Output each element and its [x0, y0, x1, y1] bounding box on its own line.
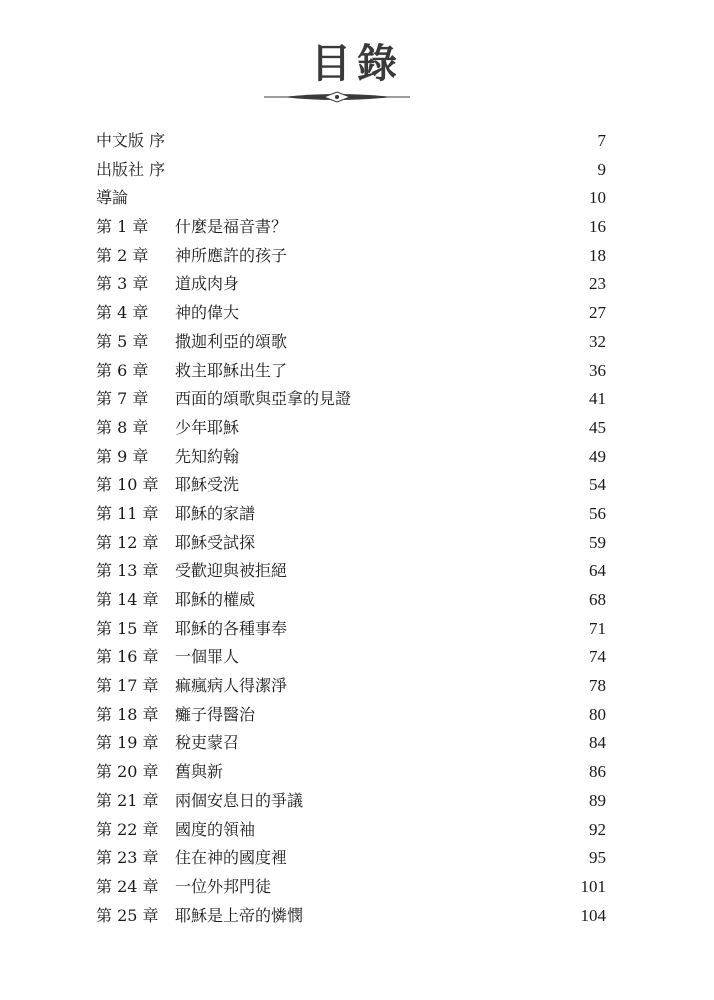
toc-entry[interactable] [96, 443, 606, 472]
toc-page-number: 41 [589, 389, 606, 409]
toc-chapter-label: 第 12 章 [96, 532, 159, 552]
toc-chapter-label: 中文版 序 [96, 131, 166, 150]
toc-chapter-title: 一個罪人 [175, 647, 240, 667]
toc-entry[interactable] [96, 586, 606, 615]
toc-chapter-label: 第 10 章 [96, 475, 159, 495]
toc-entry[interactable] [96, 643, 606, 672]
toc-chapter-title: 什麼是福音書？ [175, 217, 288, 237]
toc-chapter-label: 第 13 章 [96, 561, 159, 581]
toc-chapter-title: 癱子得醫治 [175, 704, 256, 724]
toc-page-number: 84 [589, 733, 606, 753]
toc-page-number: 23 [589, 274, 606, 294]
toc-page-number: 80 [589, 704, 606, 724]
toc-page-number: 59 [589, 532, 606, 552]
toc-chapter-label: 第 25 章 [96, 905, 159, 925]
toc-chapter-title: 西面的頌歌與亞拿的見證 [175, 389, 352, 409]
toc-entry[interactable] [96, 270, 606, 299]
toc-page-number: 71 [589, 618, 606, 638]
toc-page-number: 27 [589, 303, 606, 323]
toc-chapter-title: 救主耶穌出生了 [175, 360, 288, 380]
toc-entry[interactable] [96, 127, 606, 156]
toc-chapter-title: 耶穌受試探 [175, 532, 256, 552]
toc-page-number: 32 [589, 331, 606, 351]
toc-page-number: 95 [589, 848, 606, 868]
toc-entry[interactable] [96, 787, 606, 816]
toc-entry[interactable] [96, 414, 606, 443]
toc-chapter-label: 第 5 章 [96, 331, 149, 351]
toc-page-number: 16 [589, 217, 606, 237]
toc-page-number: 9 [597, 159, 606, 179]
toc-entry[interactable] [96, 902, 606, 931]
toc-chapter-title: 耶穌的權威 [175, 590, 256, 609]
toc-chapter-title: 稅吏蒙召 [175, 733, 240, 753]
toc-chapter-label: 第 19 章 [96, 733, 159, 753]
toc-page-number: 18 [589, 245, 606, 265]
toc-chapter-title: 國度的領袖 [175, 819, 256, 839]
toc-page-number: 68 [589, 590, 606, 609]
toc-page-number: 36 [589, 360, 606, 380]
toc-page-number: 86 [589, 762, 606, 782]
toc-page-number: 10 [589, 188, 606, 208]
toc-entry[interactable] [96, 357, 606, 386]
toc-entry[interactable] [96, 242, 606, 271]
toc-page-number: 74 [589, 647, 606, 667]
toc-entry[interactable] [96, 156, 606, 185]
toc-chapter-label: 第 21 章 [96, 790, 159, 810]
toc-chapter-label: 第 3 章 [96, 274, 149, 294]
title-ornament-divider [262, 90, 412, 104]
toc-page-number: 56 [589, 503, 606, 523]
toc-page-number: 64 [589, 561, 606, 581]
toc-chapter-title: 住在神的國度裡 [175, 848, 288, 868]
toc-chapter-title: 道成肉身 [175, 274, 240, 294]
toc-entry[interactable] [96, 328, 606, 357]
toc-chapter-title: 先知約翰 [175, 446, 240, 466]
toc-chapter-label: 第 8 章 [96, 417, 149, 437]
toc-page-number: 104 [580, 905, 606, 925]
toc-entry[interactable] [96, 385, 606, 414]
toc-chapter-title: 舊與新 [175, 762, 224, 782]
toc-chapter-title: 一位外邦門徒 [175, 876, 272, 896]
toc-entry[interactable] [96, 184, 606, 213]
toc-page-number: 78 [589, 676, 606, 696]
toc-entry[interactable] [96, 615, 606, 644]
toc-page-number: 92 [589, 819, 606, 839]
toc-chapter-label: 第 17 章 [96, 676, 159, 696]
toc-chapter-label: 導論 [96, 188, 129, 208]
toc-chapter-label: 第 20 章 [96, 762, 159, 782]
toc-chapter-label: 第 22 章 [96, 819, 159, 839]
toc-entry[interactable] [96, 729, 606, 758]
toc-page-number: 45 [589, 417, 606, 437]
toc-chapter-label: 第 9 章 [96, 446, 149, 466]
toc-chapter-label: 第 6 章 [96, 360, 149, 380]
toc-chapter-label: 第 7 章 [96, 389, 149, 409]
toc-chapter-title: 撒迦利亞的頌歌 [175, 331, 288, 351]
toc-chapter-title: 耶穌的各種事奉 [175, 618, 288, 638]
toc-entry[interactable] [96, 500, 606, 529]
toc-page-number: 49 [589, 446, 606, 466]
toc-chapter-label: 第 1 章 [96, 217, 149, 237]
toc-page-number: 89 [589, 790, 606, 810]
toc-chapter-label: 出版社 序 [96, 159, 166, 179]
toc-entry[interactable] [96, 672, 606, 701]
toc-chapter-label: 第 16 章 [96, 647, 159, 667]
toc-chapter-title: 少年耶穌 [175, 417, 240, 437]
toc-chapter-label: 第 11 章 [96, 503, 159, 523]
toc-page-number: 54 [589, 475, 606, 495]
toc-entry[interactable] [96, 701, 606, 730]
toc-entry[interactable] [96, 299, 606, 328]
toc-chapter-title: 痲瘋病人得潔淨 [175, 676, 288, 696]
toc-chapter-title: 神的偉大 [175, 303, 240, 323]
toc-chapter-title: 兩個安息日的爭議 [175, 790, 304, 810]
toc-page-number: 101 [580, 876, 606, 896]
toc-chapter-label: 第 4 章 [96, 303, 149, 323]
toc-chapter-label: 第 18 章 [96, 704, 159, 724]
toc-entry[interactable] [96, 816, 606, 845]
toc-chapter-title: 耶穌受洗 [175, 475, 240, 495]
toc-chapter-label: 第 14 章 [96, 590, 159, 609]
toc-chapter-title: 受歡迎與被拒絕 [175, 561, 288, 581]
toc-entry[interactable] [96, 758, 606, 787]
toc-entry[interactable] [96, 529, 606, 558]
toc-page-number: 7 [597, 131, 606, 150]
toc-entry[interactable] [96, 873, 606, 902]
toc-chapter-title: 神所應許的孩子 [175, 245, 288, 265]
page-title: 目錄 [311, 40, 403, 87]
toc-entry[interactable] [96, 471, 606, 500]
toc-chapter-label: 第 2 章 [96, 245, 149, 265]
table-of-contents [96, 127, 606, 930]
toc-entry[interactable] [96, 213, 606, 242]
toc-chapter-title: 耶穌的家譜 [175, 503, 256, 523]
toc-chapter-title: 耶穌是上帝的憐憫 [175, 905, 304, 925]
toc-chapter-label: 第 23 章 [96, 848, 159, 868]
toc-entry[interactable] [96, 557, 606, 586]
toc-entry[interactable] [96, 844, 606, 873]
toc-chapter-label: 第 15 章 [96, 618, 159, 638]
toc-chapter-label: 第 24 章 [96, 876, 159, 896]
